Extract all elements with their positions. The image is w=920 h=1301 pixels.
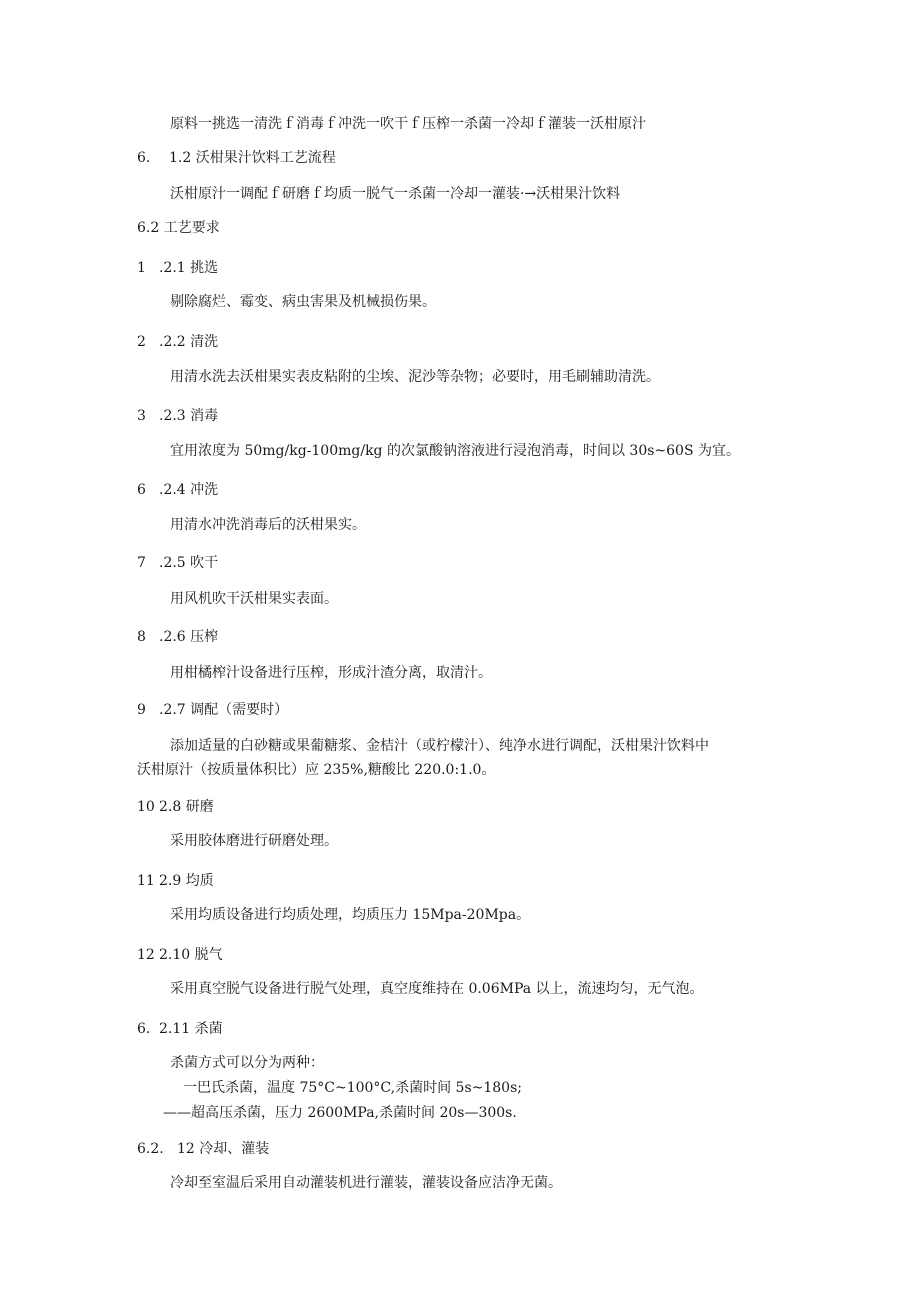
section-6-2-heading: 6.2 工艺要求 <box>137 220 220 236</box>
step-text-sterilize: 杀菌方式可以分为两种： <box>170 1055 324 1071</box>
step-title: .2.4 冲洗 <box>159 482 219 498</box>
process-flow-raw-juice: 原料一挑选一清洗ｆ消毒ｆ冲洗一吹干ｆ压榨一杀菌一冷却ｆ灌装一沃柑原汁 <box>170 116 646 132</box>
step-title: 2.10 脱气 <box>159 947 223 963</box>
step-heading-sterilize <box>137 1019 223 1039</box>
section-6-1-2-heading <box>137 148 336 168</box>
step-number: 3 <box>137 408 146 424</box>
step-text-grind: 采用胶体磨进行研磨处理。 <box>170 833 338 849</box>
step-number: 2 <box>137 334 146 350</box>
section-number: 6. <box>137 150 151 166</box>
step-title: .2.5 吹干 <box>159 555 219 571</box>
step-number: 6. <box>137 1021 151 1037</box>
step-heading-homogenize <box>137 871 214 891</box>
step-heading-select <box>137 258 218 278</box>
step-title: .2.6 压榨 <box>159 629 219 645</box>
step-title: .2.7 调配（需要时） <box>159 702 289 718</box>
step-title: 2.9 均质 <box>159 873 214 889</box>
step-heading-grind <box>137 797 214 817</box>
step-number: 10 <box>137 799 155 815</box>
step-number: 1 <box>137 260 146 276</box>
step-number: 11 <box>137 873 155 889</box>
step-heading-press <box>137 627 218 647</box>
step-text-rinse: 用清水冲洗消毒后的沃柑果实。 <box>170 517 366 533</box>
step-number: 8 <box>137 629 146 645</box>
step-text-select: 剔除腐烂、霉变、病虫害果及机械损伤果。 <box>170 294 436 310</box>
step-text-wash: 用清水洗去沃柑果实表皮粘附的尘埃、泥沙等杂物；必要时，用毛刷辅助清洗。 <box>170 369 660 385</box>
step-number: 12 <box>137 947 155 963</box>
step-text-homogenize: 采用均质设备进行均质处理，均质压力 15Mpa-20Mpa。 <box>170 907 531 923</box>
step-title: .2.3 消毒 <box>159 408 219 424</box>
step-heading-rinse <box>137 480 218 500</box>
sterilize-method-pasteurize: 一巴氏杀菌，温度 75°C~100°C,杀菌时间 5s~180s; <box>183 1080 522 1096</box>
step-heading-degas <box>137 945 223 965</box>
step-text-disinfect: 宜用浓度为 50mg/kg-100mg/kg 的次氯酸钠溶液进行浸泡消毒，时间以 30s~60S 为宜。 <box>170 443 740 459</box>
step-number: 9 <box>137 702 146 718</box>
step-text-blend-cont: 沃柑原汁（按质量体积比）应 235%,糖酸比 220.0:1.0。 <box>137 762 496 778</box>
step-text-degas: 采用真空脱气设备进行脱气处理，真空度维持在 0.06MPa 以上，流速均匀，无气泡。 <box>170 981 704 997</box>
step-title: 2.11 杀菌 <box>159 1021 223 1037</box>
step-text-blend: 添加适量的白砂糖或果葡糖浆、金桔汁（或柠檬汁）、纯净水进行调配，沃柑果汁饮料中 <box>170 738 709 754</box>
step-heading-cool-fill <box>137 1139 269 1159</box>
step-number: 6 <box>137 482 146 498</box>
step-text-press: 用柑橘榨汁设备进行压榨，形成汁渣分离，取清汁。 <box>170 665 492 681</box>
section-title: 1.2 沃柑果汁饮料工艺流程 <box>169 150 336 166</box>
process-flow-juice-drink: 沃柑原汁一调配ｆ研磨ｆ均质一脱气一杀菌一冷却一灌装·→沃柑果汁饮料 <box>170 186 621 202</box>
step-number: 7 <box>137 555 146 571</box>
step-number: 6.2. <box>137 1141 164 1157</box>
step-title: 2.8 研磨 <box>159 799 214 815</box>
step-title: .2.2 清洗 <box>159 334 219 350</box>
step-title: 12 冷却、灌装 <box>177 1141 270 1157</box>
sterilize-method-high-pressure: ——超高压杀菌，压力 2600MPa,杀菌时间 20s—300s. <box>163 1105 517 1121</box>
step-text-blow-dry: 用风机吹干沃柑果实表面。 <box>170 591 338 607</box>
step-heading-wash <box>137 332 218 352</box>
step-text-cool-fill: 冷却至室温后采用自动灌装机进行灌装，灌装设备应洁净无菌。 <box>170 1175 562 1191</box>
step-heading-blow-dry <box>137 553 218 573</box>
step-heading-blend <box>137 700 288 720</box>
step-heading-disinfect <box>137 406 218 426</box>
step-title: .2.1 挑选 <box>159 260 219 276</box>
